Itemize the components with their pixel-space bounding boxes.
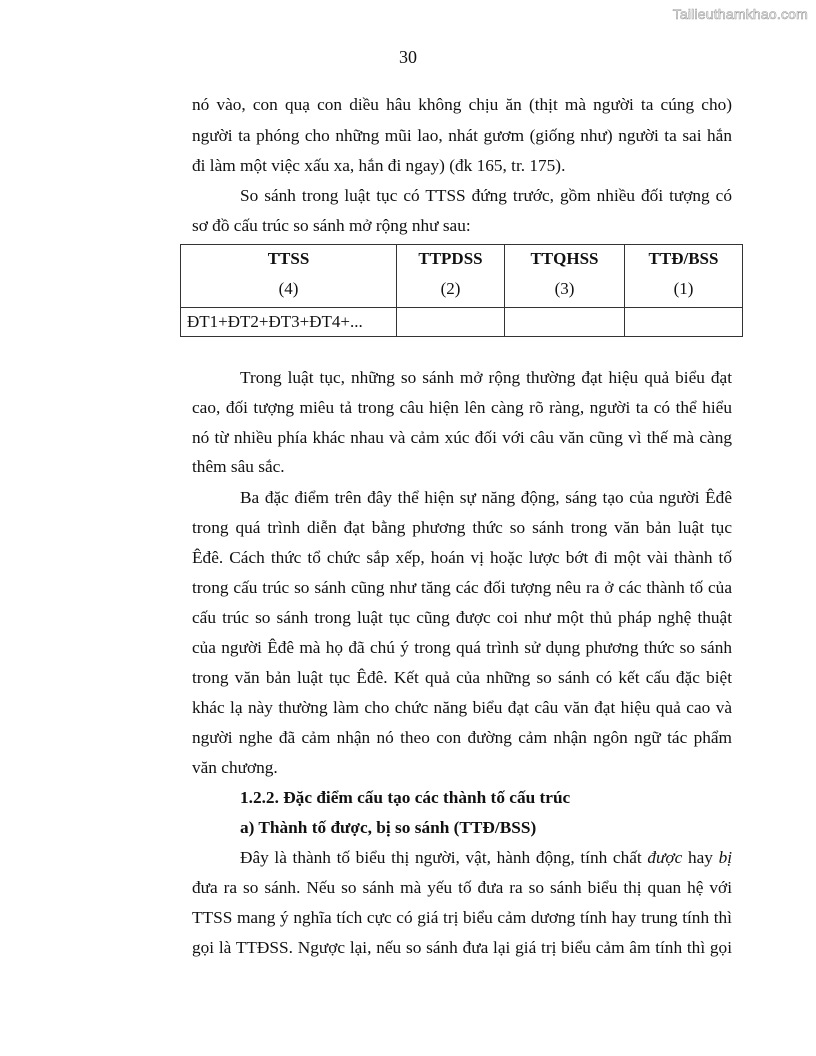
page-number: 30 — [399, 47, 417, 67]
text-line: sơ đồ cấu trúc so sánh mở rộng như sau: — [192, 216, 471, 235]
text-line: So sánh trong luật tục có TTSS đứng trước, gồm nhiều đối tượng có — [240, 186, 732, 205]
text-line: thêm sâu sắc. — [192, 457, 285, 476]
header-number: (4) — [278, 279, 299, 298]
header-number: (1) — [673, 279, 694, 298]
text-line: đi làm một việc xấu xa, hắn đi ngay) (đk 165, tr. 175). — [192, 156, 566, 175]
header-number: (2) — [440, 279, 461, 298]
text-line: Trong luật tục, những so sánh mở rộng thường đạt hiệu quả biểu đạt — [240, 368, 732, 387]
table-cell — [397, 308, 505, 337]
header-title: TTĐ/BSS — [648, 249, 719, 268]
text-line: nó vào, con quạ con diều hâu không chịu ăn (thịt mà người ta cúng cho) — [192, 95, 732, 114]
table-cell — [505, 308, 625, 337]
text-line: nó từ nhiều phía khác nhau và cảm xúc đối với câu văn cũng vì thế mà càng — [192, 428, 732, 447]
table-row — [181, 308, 743, 337]
italic-term: được — [647, 848, 683, 867]
structure-table — [180, 244, 743, 337]
header-title: TTSS — [267, 249, 310, 268]
text-line: người ta phóng cho những mũi lao, nhát gươm (giống như) người ta sai hắn — [192, 126, 732, 145]
table-header-row — [181, 245, 743, 308]
subsection-heading: a) Thành tố được, bị so sánh (TTĐ/BSS) — [240, 818, 537, 837]
text-line: Ba đặc điểm trên đây thể hiện sự năng động, sáng tạo của người Êđê — [240, 488, 732, 507]
text-line: TTSS mang ý nghĩa tích cực có giá trị biểu cảm dương tính hay trung tính thì — [192, 908, 732, 927]
text-line: người nghe đã cảm nhận nó theo con đường cảm nhận ngôn ngữ tác phẩm — [192, 728, 732, 747]
text-line: trong văn bản luật tục Êđê. Kết quả của những so sánh có kết cấu đặc biệt — [192, 668, 732, 687]
table-cell — [625, 308, 743, 337]
text-line — [240, 847, 732, 869]
section-heading: 1.2.2. Đặc điểm cấu tạo các thành tố cấu trúc — [240, 788, 571, 807]
table-cell: ĐT1+ĐT2+ĐT3+ĐT4+... — [181, 308, 397, 337]
text-span: hay — [682, 848, 719, 867]
text-line: của người Êđê mà họ đã chú ý trong quá trình sử dụng phương thức so sánh — [192, 638, 732, 657]
header-number: (3) — [554, 279, 575, 298]
header-cell — [505, 245, 625, 308]
text-span: Đây là thành tố biểu thị người, vật, hành động, tính chất — [240, 848, 648, 867]
header-title: TTPDSS — [418, 249, 483, 268]
text-line: cấu trúc so sánh trong luật tục cũng được coi như một thủ pháp nghệ thuật — [192, 608, 732, 627]
text-line: đưa ra so sánh. Nếu so sánh mà yếu tố đưa ra so sánh biểu thị quan hệ với — [192, 878, 732, 897]
text-line: trong quá trình diễn đạt bằng phương thức so sánh trong văn bản luật tục — [192, 518, 732, 537]
header-cell — [181, 245, 397, 308]
text-line: văn chương. — [192, 758, 278, 777]
watermark: Tailieuthamkhao.com — [672, 6, 808, 22]
header-cell — [397, 245, 505, 308]
text-line: gọi là TTĐSS. Ngược lại, nếu so sánh đưa lại giá trị biểu cảm âm tính thì gọi — [192, 938, 732, 957]
text-line: khác lạ này thường làm cho chức năng biểu đạt câu văn đạt hiệu quả cao và — [192, 698, 732, 717]
header-title: TTQHSS — [530, 249, 599, 268]
text-line: Êđê. Cách thức tổ chức sắp xếp, hoán vị hoặc lược bớt đi một vài thành tố — [192, 548, 732, 567]
italic-term: bị — [718, 848, 733, 867]
text-line: trong cấu trúc so sánh cũng như tăng các đối tượng nêu ra ở các thành tố của — [192, 578, 732, 597]
header-cell — [625, 245, 743, 308]
text-line: cao, đối tượng miêu tả trong câu hiện lên càng rõ ràng, người ta có thể hiểu — [192, 398, 732, 417]
